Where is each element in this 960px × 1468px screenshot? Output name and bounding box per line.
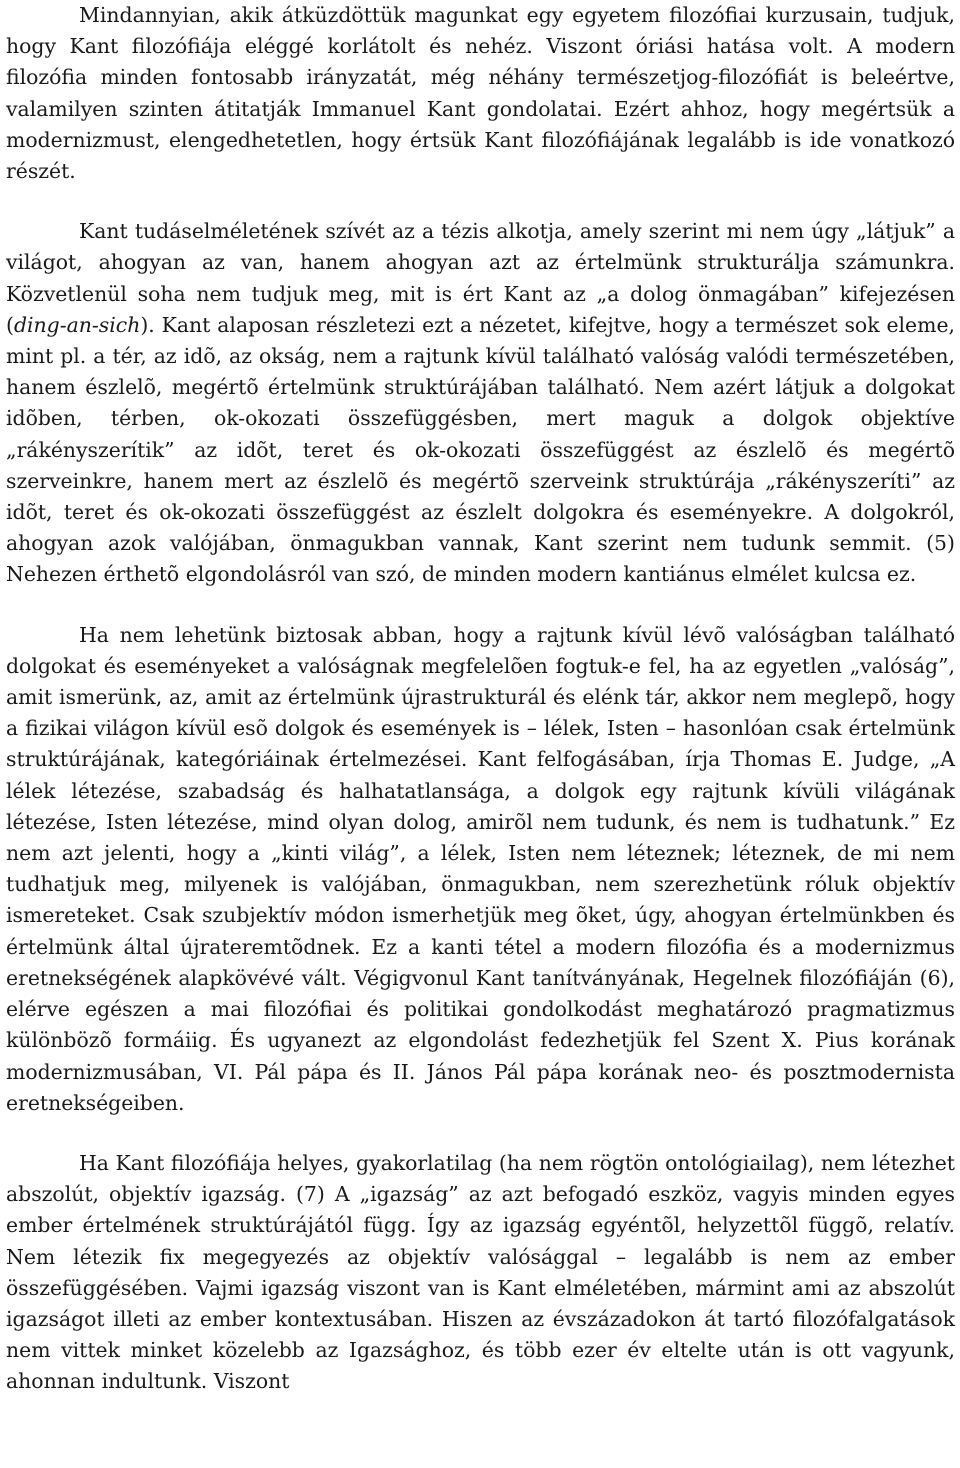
paragraph-kant-influence: Mindannyian, akik átküzdöttük magunkat egy egyetem filozófiai kurzusain, tudjuk, hogy Kant filozófiája eléggé korlátolt és nehéz. Viszont óriási hatása volt. A modern filozófia minden fontosabb irányzatát, még néhány természetjog-filozófiát is beleértve, valamilyen szinten átitatják Immanuel Kant gondolatai. Ezért ahhoz, hogy megértsük a modernizmust, elengedhetetlen, hogy értsük Kant filozófiájának legalább is ide vonatkozó részét. [6,3,955,184]
paragraph-soul-god-reality: Ha nem lehetünk biztosak abban, hogy a rajtunk kívül lévõ valóságban található dolgokat és eseményeket a valóságnak megfelelõen fogtuk-e fel, ha az egyetlen „valóság”, amit ismerünk, az, amit az értelmünk újrastrukturál és elénk tár, akkor nem meglepõ, hogy a fizikai világon kívül esõ dolgok és események is – lélek, Isten – hasonlóan csak értelmünk struktúrájának, kategóriáinak értelmezései. Kant felfogásában, írja Thomas E. Judge, „A lélek létezése, szabadság és halhatatlansága, a dolgok egy rajtunk kívüli világának létezése, Isten létezése, mind olyan dolog, amirõl nem tudunk, és nem is tudhatunk.” Ez nem azt jelenti, hogy a „kinti világ”, a lélek, Isten nem léteznek; léteznek, de mi nem tudhatjuk meg, milyenek is valójában, önmagukban, nem szerezhetünk róluk objektív ismereteket. Csak szubjektív módon ismerhetjük meg õket, úgy, ahogyan értelmünkben és értelmünk által újrateremtõdnek. Ez a kanti tétel a modern filozófia és a modernizmus eretnekségének alapkövévé vált. Végigvonul Kant tanítványának, Hegelnek filozófiáján (6), elérve egészen a mai filozófiai és politikai gondolkodást meghatározó pragmatizmus különbözõ formáiig. És ugyanezt az elgondolást fedezhetjük fel Szent X. Pius korának modernizmusában, VI. Pál pápa és II. János Pál pápa korának neo- és posztmodernista eretnekségeiben. [6,622,955,1115]
paragraph-kant-epistemology [6,216,955,590]
paragraph-absolute-truth: Ha Kant filozófiája helyes, gyakorlatilag (ha nem rögtön ontológiailag), nem létezhet abszolút, objektív igazság. (7) A „igazság” az azt befogadó eszköz, vagyis minden egyes ember értelmének struktúrájától függ. Így az igazság egyéntõl, helyzettõl függõ, relatív. Nem létezik fix megegyezés az objektív valósággal – legalább is nem az ember összefüggésében. Vajmi igazság viszont van is Kant elméletében, mármint ami az abszolút igazságot illeti az ember kontextusában. Hiszen az évszázadokon át tartó filozófalgatások nem vittek minket közelebb az Igazsághoz, és több ezer év eltelte után is ott vagyunk, ahonnan indultunk. Viszont [6,1150,955,1394]
document-page [6,0,955,1398]
italic-term-ding-an-sich: ding-an-sich [13,312,141,337]
paragraph-text-part: Kant tudáselméletének szívét az a tézis alkotja, amely szerint mi nem úgy „látjuk” a világot, ahogyan az van, hanem ahogyan azt az értelmünk strukturálja számunkra. Közvetlenül soha nem tudjuk meg, mit is ért Kant az „a dolog önmagában” kifejezésen ( [6,219,955,337]
paragraph-text-part: ). Kant alaposan részletezi ezt a nézetet, kifejtve, hogy a természet sok eleme, mint pl. a tér, az idõ, az okság, nem a rajtunk kívül található valóság valódi természetében, hanem észlelõ, megértõ értelmünk struktúrájában található. Nem azért látjuk a dolgokat idõben, térben, ok-okozati összefüggésben, mert maguk a dolgok objektíve „rákényszerítik” az idõt, teret és ok-okozati összefüggést az észlelõ és megértõ szerveinkre, hanem mert az észlelõ és megértõ szerveink struktúrája „rákényszeríti” az idõt, teret és ok-okozati összefüggést az észlelt dolgokra és eseményekre. A dolgokról, ahogyan azok valójában, önmagukban vannak, Kant szerint nem tudunk semmit. (5) Nehezen érthetõ elgondolásról van szó, de minden modern kantiánus elmélet kulcsa ez. [6,312,955,587]
